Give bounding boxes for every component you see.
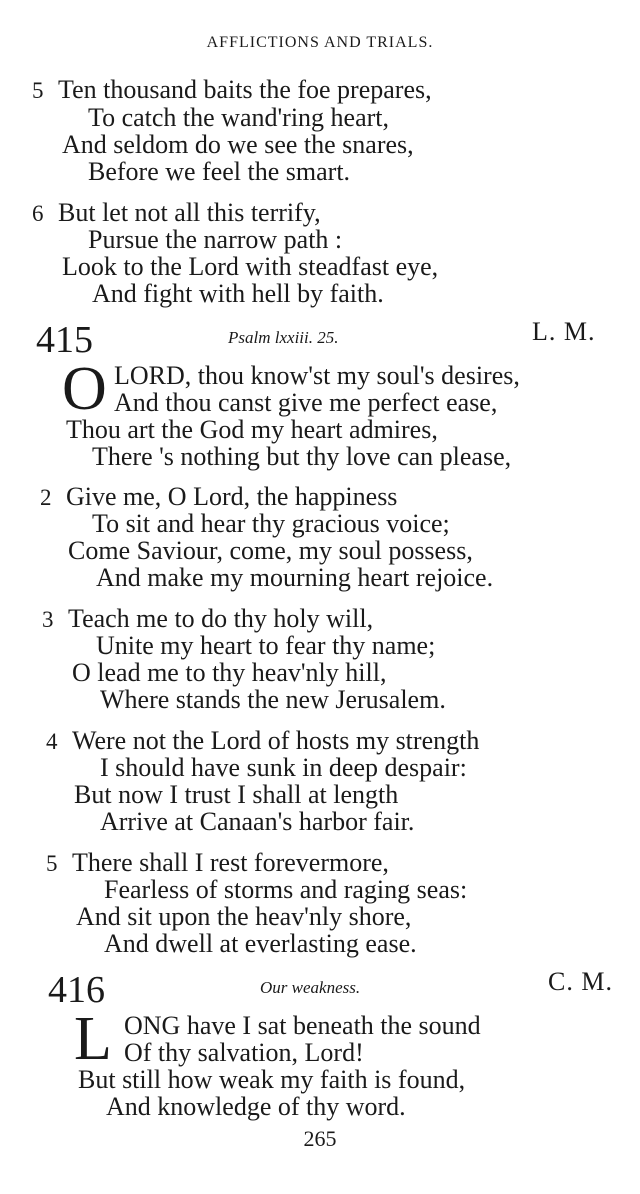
hymn-415-s5-line-3: And sit upon the heav'nly shore, (76, 902, 412, 931)
hymn-415-s5-line-2: Fearless of storms and raging seas: (104, 875, 468, 904)
hymn-415-s3-line-3: O lead me to thy heav'nly hill, (72, 658, 387, 687)
stanza-6-line-2: Pursue the narrow path : (88, 225, 343, 254)
hymn-416-s1-line-3: But still how weak my faith is found, (78, 1065, 466, 1094)
dropcap-l: L (74, 1005, 112, 1073)
hymn-415-s3-line-1: 3 Teach me to do thy holy will, (42, 604, 374, 633)
hymn-415-s4-line-1: 4 Were not the Lord of hosts my strength (46, 726, 480, 755)
running-head: AFFLICTIONS AND TRIALS. (206, 34, 434, 51)
hymn-415-meter: L. M. (532, 317, 596, 346)
hymn-415-s4-line-4: Arrive at Canaan's harbor fair. (100, 807, 415, 836)
hymn-415-s1-line-3: Thou art the God my heart admires, (66, 415, 438, 444)
hymn-415-s3-line-4: Where stands the new Jerusalem. (100, 685, 446, 714)
hymn-415-s2-line-1: 2 Give me, O Lord, the happiness (40, 482, 398, 511)
stanza-5-line-3: And seldom do we see the snares, (62, 130, 414, 159)
dropcap-o: O (62, 355, 107, 423)
stanza-number: 3 (42, 607, 54, 632)
hymn-416-s1-line-1: ONG have I sat beneath the sound (124, 1011, 481, 1040)
stanza-number: 5 (46, 851, 58, 876)
hymn-415-source: Psalm lxxiii. 25. (228, 328, 339, 347)
hymn-415-s5-line-1: 5 There shall I rest forevermore, (46, 848, 389, 877)
hymn-415-s2-line-4: And make my mourning heart rejoice. (96, 563, 494, 592)
hymn-number-415: 415 (36, 319, 93, 361)
hymn-415-s1-line-1: LORD, thou know'st my soul's desires, (114, 361, 520, 390)
stanza-6-line-4: And fight with hell by faith. (92, 279, 384, 308)
hymn-416-meter: C. M. (548, 967, 613, 996)
stanza-number: 2 (40, 485, 52, 510)
hymn-415-s4-line-2: I should have sunk in deep despair: (100, 753, 467, 782)
stanza-5-line-1: 5 Ten thousand baits the foe prepares, (32, 75, 432, 104)
stanza-6-line-1: 6 But let not all this terrify, (32, 198, 321, 227)
hymn-416-s1-line-2: Of thy salvation, Lord! (124, 1038, 364, 1067)
hymn-415-s4-line-3: But now I trust I shall at length (74, 780, 399, 809)
stanza-number: 5 (32, 78, 44, 103)
hymn-415-s3-line-2: Unite my heart to fear thy name; (96, 631, 436, 660)
stanza-5-line-4: Before we feel the smart. (88, 157, 351, 186)
hymn-416-s1-line-4: And knowledge of thy word. (106, 1092, 406, 1121)
hymn-415-s1-line-2: And thou canst give me perfect ease, (114, 388, 498, 417)
stanza-number: 4 (46, 729, 58, 754)
hymn-number-416: 416 (48, 969, 105, 1011)
stanza-number: 6 (32, 201, 44, 226)
stanza-5-line-2: To catch the wand'ring heart, (88, 103, 390, 132)
hymn-416-source: Our weakness. (260, 978, 361, 997)
hymn-415-s2-line-2: To sit and hear thy gracious voice; (92, 509, 450, 538)
hymn-415-s2-line-3: Come Saviour, come, my soul possess, (68, 536, 473, 565)
stanza-6-line-3: Look to the Lord with steadfast eye, (62, 252, 439, 281)
hymn-415-s1-line-4: There 's nothing but thy love can please, (92, 442, 512, 471)
page-number: 265 (303, 1126, 337, 1151)
hymn-415-s5-line-4: And dwell at everlasting ease. (104, 929, 417, 958)
